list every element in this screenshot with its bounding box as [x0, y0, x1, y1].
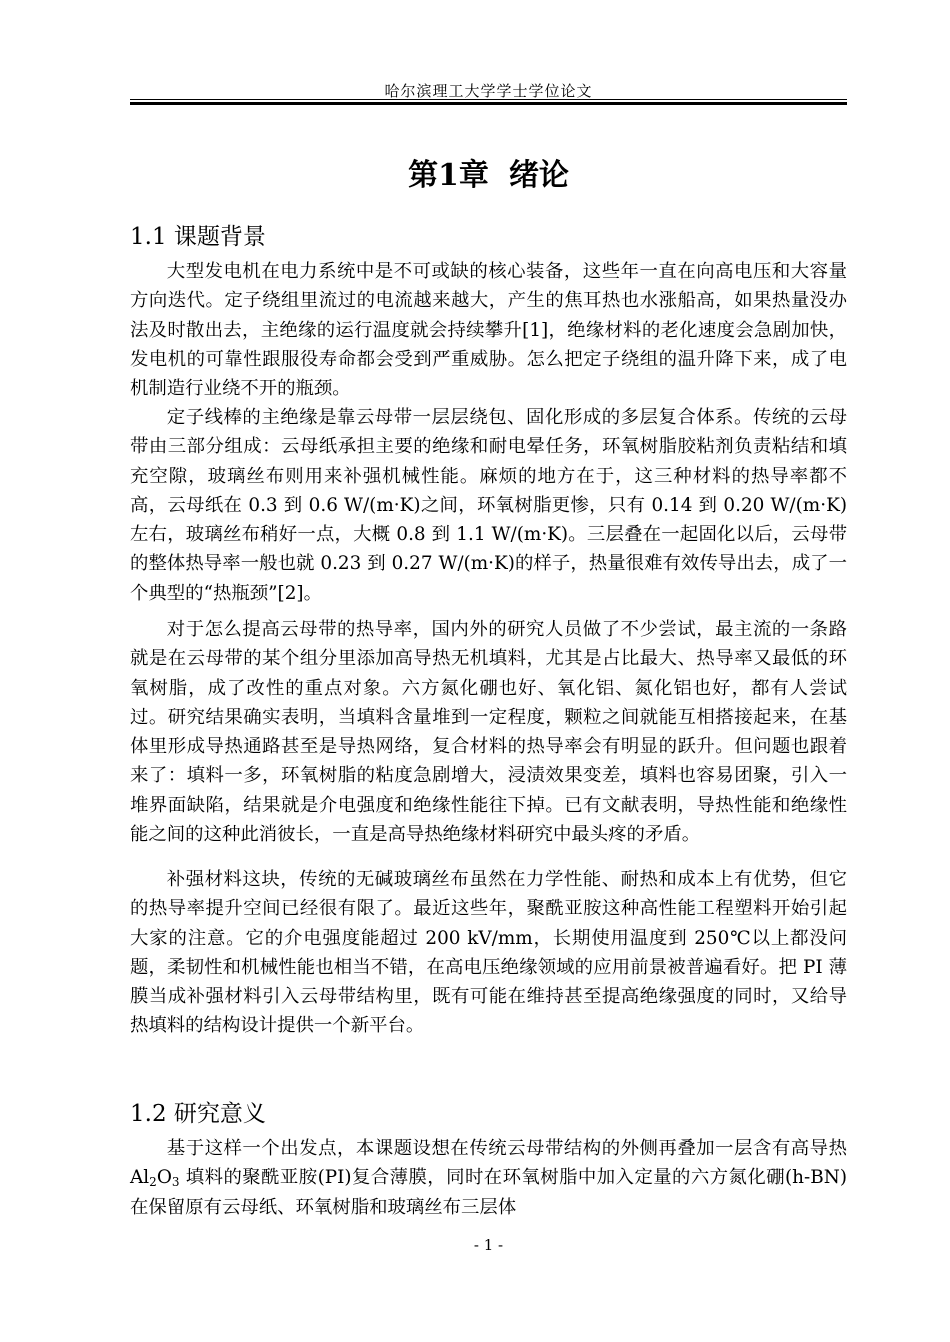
- subscript-3: 3: [171, 1175, 180, 1190]
- running-header: 哈尔滨理工大学学士学位论文: [384, 82, 593, 100]
- paragraph-5-text-a: 基于这样一个出发点，本课题设想在传统云母带结构的外侧再叠加一层含有高导热 Al: [130, 1138, 847, 1189]
- section-title-1-1: 1.1 课题背景: [130, 224, 266, 250]
- subscript-2: 2: [149, 1175, 157, 1190]
- header-rule: [130, 99, 847, 105]
- chapter-name: 绪论: [508, 158, 569, 193]
- paragraph-3: 对于怎么提高云母带的热导率，国内外的研究人员做了不少尝试，最主流的一条路就是在云母带的某个组分里添加高导热无机填料，尤其是占比最大、热导率又最低的环氧树脂，成了改性的重点对象。六方氮化硼也好、氧化铝、氮化铝也好，都有人尝试过。研究结果确实表明，当填料含量堆到一定程度，颗粒之间就能互相搭接起来，在基体里形成导热通路甚至是导热网络，复合材料的热导率会有明显的跃升。但问题也跟着来了：填料一多，环氧树脂的粘度急剧增大，浸渍效果变差，填料也容易团聚，引入一堆界面缺陷，结果就是介电强度和绝缘性能往下掉。已有文献表明，导热性能和绝缘性能之间的这种此消彼长，一直是高导热绝缘材料研究中最头疼的矛盾。: [130, 619, 847, 846]
- paragraph-5: [130, 1134, 847, 1222]
- paragraph-5-text-b: O: [156, 1167, 172, 1189]
- section-title-1-2: 1.2 研究意义: [130, 1101, 266, 1127]
- chapter-title: [130, 150, 847, 194]
- paragraph-5-text-c: 填料的聚酰亚胺(PI)复合薄膜，同时在环氧树脂中加入定量的六方氮化硼(h-BN)在保留原有云母纸、环氧树脂和玻璃丝布三层体: [130, 1167, 847, 1218]
- paragraph-2: 定子线棒的主绝缘是靠云母带一层层绕包、固化形成的多层复合体系。传统的云母带由三部分组成：云母纸承担主要的绝缘和耐电晕任务，环氧树脂胶粘剂负责粘结和填充空隙，玻璃丝布则用来补强机械性能。麻烦的地方在于，这三种材料的热导率都不高，云母纸在 0.3 到 0.6 W/(m·K)之间，环氧树脂更惨，只有 0.14 到 0.20 W/(m·K)左右，玻璃丝布稍好一点，大概 0.8 到 1.1 W/(m·K)。三层叠在一起固化以后，云母带的整体热导率一般也就 0.23 到 0.27 W/(m·K)的样子，热量很难有效传导出去，成了一个典型的“热瓶颈”[2]。: [130, 407, 847, 604]
- paragraph-4: 补强材料这块，传统的无碱玻璃丝布虽然在力学性能、耐热和成本上有优势，但它的热导率提升空间已经很有限了。最近这些年，聚酰亚胺这种高性能工程塑料开始引起大家的注意。它的介电强度能超过 200 kV/mm，长期使用温度到 250℃以上都没问题，柔韧性和机械性能也相当不错，在高电压绝缘领域的应用前景被普遍看好。把 PI 薄膜当成补强材料引入云母带结构里，既有可能在维持甚至提高绝缘强度的同时，又给导热填料的结构设计提供一个新平台。: [130, 869, 847, 1037]
- chapter-number: 第1章: [408, 158, 489, 193]
- page-number: - 1 -: [473, 1236, 504, 1254]
- paragraph-1: 大型发电机在电力系统中是不可或缺的核心装备，这些年一直在向高电压和大容量方向迭代。定子绕组里流过的电流越来越大，产生的焦耳热也水涨船高，如果热量没办法及时散出去，主绝缘的运行温度就会持续攀升[1]，绝缘材料的老化速度会急剧加快，发电机的可靠性跟服役寿命都会受到严重威胁。怎么把定子绕组的温升降下来，成了电机制造行业绕不开的瓶颈。: [130, 261, 847, 400]
